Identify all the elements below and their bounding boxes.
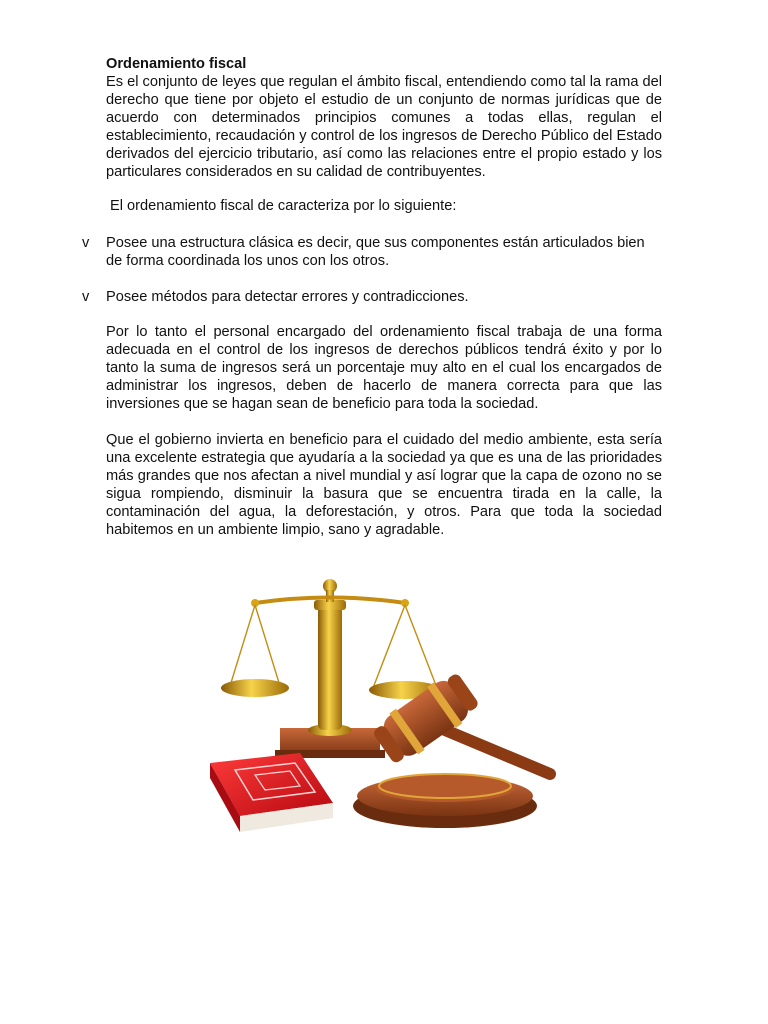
bullet-mark: v — [82, 235, 90, 251]
bullet-mark: v — [82, 289, 90, 305]
justice-illustration — [195, 560, 565, 860]
lead-sentence: El ordenamiento fiscal de caracteriza por lo siguiente: — [110, 198, 457, 214]
body-paragraph: Que el gobierno invierta en beneficio para el cuidado del medio ambiente, esta sería una excelente estrategia que ayudaría a la sociedad ya que es una de las prioridades más grandes que nos afectan a nivel mundial y así lograr que la capa de ozono no se sigua rompiendo, disminuir la basura que se encuentra tirada en la calle, la contaminación del agua, la deforestación, y otros. Para que toda la sociedad habitemos en un ambiente limpio, sano y agradable. — [106, 432, 662, 538]
intro-paragraph: Es el conjunto de leyes que regulan el ámbito fiscal, entendiendo como tal la rama del derecho que tiene por objeto el estudio de un conjunto de normas jurídicas que de acuerdo con determinados principios comunes a todas ellas, regulan el establecimiento, recaudación y control de los ingresos de Derecho Público del Estado derivados del ejercicio tributario, así como las relaciones entre el propio estado y los particulares considerados en su calidad de contribuyentes. — [106, 74, 662, 180]
body-paragraph: Por lo tanto el personal encargado del ordenamiento fiscal trabaja de una forma adecuada en el control de los ingresos de derechos públicos tendrá éxito y por lo tanto la suma de ingresos será un porcentaje muy alto en el cual los encargados de administrar los ingresos, deben de hacerlo de manera correcta para que las inversiones que se hagan sean de beneficio para toda la sociedad. — [106, 324, 662, 412]
red-law-book-icon — [210, 753, 333, 832]
bullet-text: Posee métodos para detectar errores y contradicciones. — [106, 289, 469, 305]
document-title: Ordenamiento fiscal — [106, 56, 247, 72]
bullet-text: Posee una estructura clásica es decir, que sus componentes están articulados bien de forma coordinada los unos con los otros. — [106, 235, 645, 269]
